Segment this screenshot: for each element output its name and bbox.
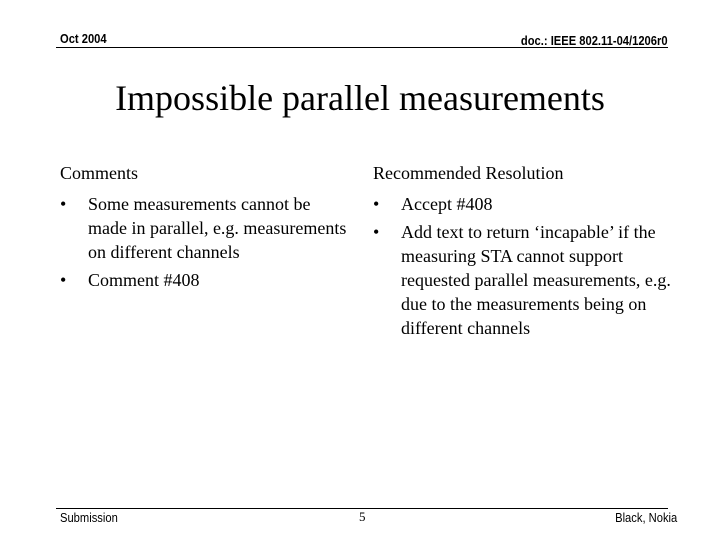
bullet-icon: • xyxy=(373,194,380,214)
list-item xyxy=(60,192,350,264)
footer-submission: Submission xyxy=(60,510,118,525)
comment-text: Some measurements cannot be made in parallel, e.g. measurements on different channels xyxy=(88,194,347,262)
list-item xyxy=(373,192,673,216)
resolution-text: Accept #408 xyxy=(401,194,493,214)
bullet-icon: • xyxy=(373,222,380,242)
header-rule xyxy=(56,47,668,48)
resolution-text: Add text to return ‘incapable’ if the measuring STA cannot support requested parallel measurements, e.g. due to the measurements being on different channels xyxy=(401,222,671,338)
footer-author: Black, Nokia xyxy=(614,510,677,525)
bullet-icon: • xyxy=(60,194,67,214)
list-item xyxy=(373,220,673,340)
list-item xyxy=(60,268,350,292)
bullet-icon: • xyxy=(60,270,67,290)
page-number: 5 xyxy=(359,509,366,524)
header-date: Oct 2004 xyxy=(60,31,107,46)
header-doc-id: doc.: IEEE 802.11-04/1206r0 xyxy=(521,33,668,48)
resolution-column xyxy=(373,161,673,344)
resolution-heading: Recommended Resolution xyxy=(373,163,564,183)
comments-list xyxy=(60,192,350,292)
comment-text: Comment #408 xyxy=(88,270,200,290)
comments-column xyxy=(60,161,350,296)
resolution-list xyxy=(373,192,673,340)
comments-heading: Comments xyxy=(60,163,139,183)
slide-title: Impossible parallel measurements xyxy=(115,78,605,118)
